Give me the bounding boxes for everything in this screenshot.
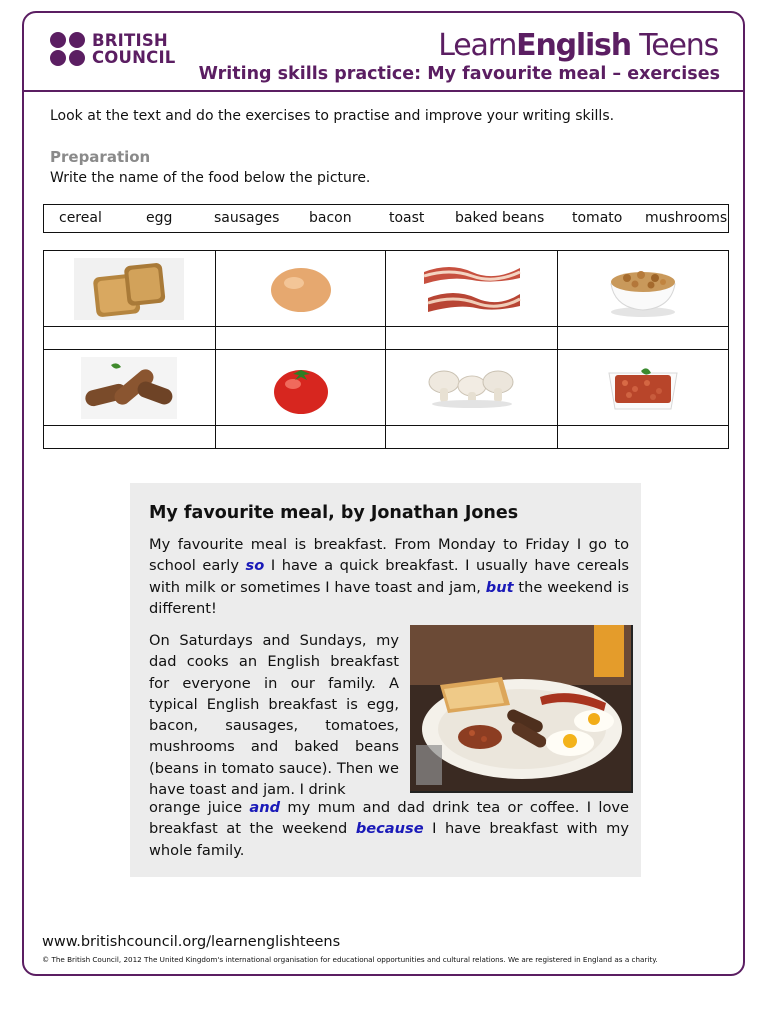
mushrooms-image — [386, 350, 558, 426]
egg-image — [215, 251, 386, 327]
food-picture-table — [43, 250, 729, 449]
answer-cell[interactable] — [558, 426, 729, 449]
conjunction: but — [485, 578, 514, 596]
conjunction: because — [355, 820, 424, 838]
answer-cell[interactable] — [215, 426, 386, 449]
word-toast: toast — [389, 210, 425, 226]
logo-dots-icon — [50, 32, 88, 68]
sausages-image — [44, 350, 216, 426]
reading-text-box — [130, 483, 641, 877]
conjunction: so — [245, 557, 265, 575]
answer-cell[interactable] — [44, 327, 216, 350]
preparation-heading: Preparation — [50, 148, 151, 166]
word-tomato: tomato — [572, 210, 623, 226]
preparation-instruction: Write the name of the food below the picture. — [50, 170, 371, 186]
word-egg: egg — [146, 210, 173, 226]
word-bacon: bacon — [309, 210, 352, 226]
answer-cell[interactable] — [386, 327, 558, 350]
footer-url[interactable]: www.britishcouncil.org/learnenglishteens — [42, 934, 341, 950]
article-paragraph-3: orange juice and my mum and dad drink tea or coffee. I love breakfast at the weekend because I have breakfast with my whole family. — [149, 799, 629, 859]
article-paragraph-1: My favourite meal is breakfast. From Monday to Friday I go to school early so I have a quick breakfast. I usually have cereals with milk or sometimes I have toast and jam, but the weekend is different! — [149, 536, 630, 617]
british-council-logo — [50, 32, 190, 68]
english-breakfast-photo — [410, 625, 633, 793]
page-title: Writing skills practice: My favourite meal – exercises — [198, 64, 720, 84]
toast-image — [44, 251, 216, 327]
word-box — [43, 204, 729, 233]
conjunction: and — [249, 799, 281, 816]
intro-text: Look at the text and do the exercises to practise and improve your writing skills. — [50, 108, 615, 124]
article-title: My favourite meal, by Jonathan Jones — [149, 503, 519, 523]
word-mushrooms: mushrooms — [645, 210, 728, 226]
answer-cell[interactable] — [386, 426, 558, 449]
tomato-image — [215, 350, 386, 426]
learnenglish-teens-brand: LearnEnglish Teens — [438, 28, 718, 63]
logo-text: BRITISH COUNCIL — [92, 31, 176, 67]
answer-cell[interactable] — [44, 426, 216, 449]
cereal-image — [558, 251, 729, 327]
answer-cell[interactable] — [215, 327, 386, 350]
answer-cell[interactable] — [558, 327, 729, 350]
word-cereal: cereal — [59, 210, 102, 226]
baked-beans-image — [558, 350, 729, 426]
article-paragraph-2: On Saturdays and Sundays, my dad cooks an English breakfast for everyone in our family. A typical English breakfast is egg, bacon, sausages, tomatoes, mushrooms and baked beans (beans in tomato sauce). Then we have toast and jam. I drink — [149, 632, 399, 799]
footer-copyright: © The British Council, 2012 The United Kingdom's international organisation for educational opportunities and cultural relations. We are registered in England as a charity. — [42, 955, 658, 964]
bacon-image — [386, 251, 558, 327]
header-divider — [22, 90, 745, 92]
word-sausages: sausages — [214, 210, 280, 226]
word-baked-beans: baked beans — [455, 210, 545, 226]
